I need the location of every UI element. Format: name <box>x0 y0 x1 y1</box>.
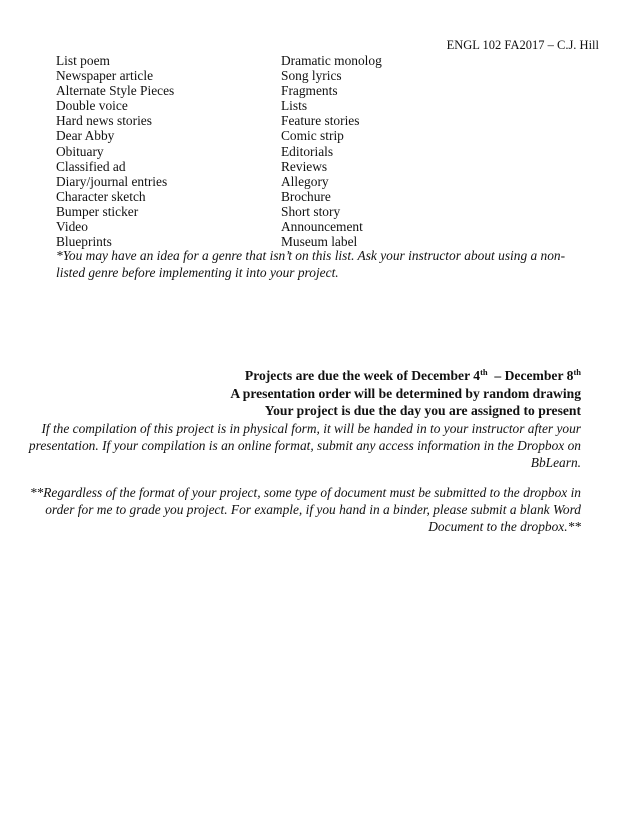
genre-row <box>56 174 596 189</box>
presentation-order-line: A presentation order will be determined by random drawing <box>230 385 581 401</box>
genre-item-left: Obituary <box>56 143 104 159</box>
genre-item-right: Short story <box>281 203 341 219</box>
genre-item-left: Blueprints <box>56 234 112 250</box>
due-day-line: Your project is due the day you are assigned to present <box>264 403 581 418</box>
ordinal-suffix: th <box>573 367 581 377</box>
genre-item-right: Song lyrics <box>281 68 342 84</box>
genre-item-right: Dramatic monolog <box>281 53 382 68</box>
genre-item-left: Bumper sticker <box>56 203 139 219</box>
genre-item-left: Dear Abby <box>56 128 115 144</box>
genre-row <box>56 128 596 143</box>
due-date-section <box>21 367 581 535</box>
genre-item-left: Alternate Style Pieces <box>56 83 175 99</box>
genre-item-right: Brochure <box>281 188 331 204</box>
genre-item-right: Announcement <box>281 219 363 235</box>
genre-list <box>56 53 596 249</box>
genre-item-right: Comic strip <box>281 128 344 144</box>
genre-row <box>56 189 596 204</box>
genre-item-left: List poem <box>56 53 110 68</box>
format-note: **Regardless of the format of your project, some type of document must be submitted to the dropbox in order for me to grade you project. For example, if you hand in a binder, please submit a blank Word Document to the dropbox.** <box>29 484 581 534</box>
genre-item-left: Double voice <box>56 98 128 114</box>
genre-item-left: Newspaper article <box>56 68 154 84</box>
paragraph-spacer <box>21 471 581 484</box>
genre-item-left: Video <box>56 219 88 235</box>
genre-row <box>56 219 596 234</box>
genre-row <box>56 159 596 174</box>
genre-row <box>56 68 596 83</box>
due-week-mid: – December 8 <box>487 368 574 383</box>
genre-row <box>56 98 596 113</box>
genre-row <box>56 53 596 68</box>
ordinal-suffix: th <box>480 367 488 377</box>
genre-row <box>56 83 596 98</box>
genre-item-right: Feature stories <box>281 113 360 129</box>
course-header: ENGL 102 FA2017 – C.J. Hill <box>446 38 599 52</box>
genre-item-right: Allegory <box>281 173 329 189</box>
genre-item-right: Editorials <box>281 143 334 159</box>
due-week-prefix: Projects are due the week of December 4 <box>244 368 481 383</box>
due-week-line <box>21 367 581 385</box>
genre-item-left: Character sketch <box>56 188 146 204</box>
genre-item-right: Lists <box>281 98 308 114</box>
genre-item-left: Hard news stories <box>56 113 152 129</box>
genre-item-right: Reviews <box>281 158 328 174</box>
genre-item-left: Classified ad <box>56 158 126 174</box>
compilation-note: If the compilation of this project is in physical form, it will be handed in to your instructor after your presentation. If your compilation is an online format, submit any access information in the Dropbox on BbLearn. <box>28 420 581 470</box>
genre-item-right: Museum label <box>281 234 358 250</box>
genre-row <box>56 113 596 128</box>
genre-item-left: Diary/journal entries <box>56 173 168 189</box>
genre-item-right: Fragments <box>281 83 338 99</box>
genre-row <box>56 204 596 219</box>
genre-footnote: *You may have an idea for a genre that isn’t on this list. Ask your instructor about using a non-listed genre before implementing it into your project. <box>56 248 566 280</box>
genre-row <box>56 144 596 159</box>
